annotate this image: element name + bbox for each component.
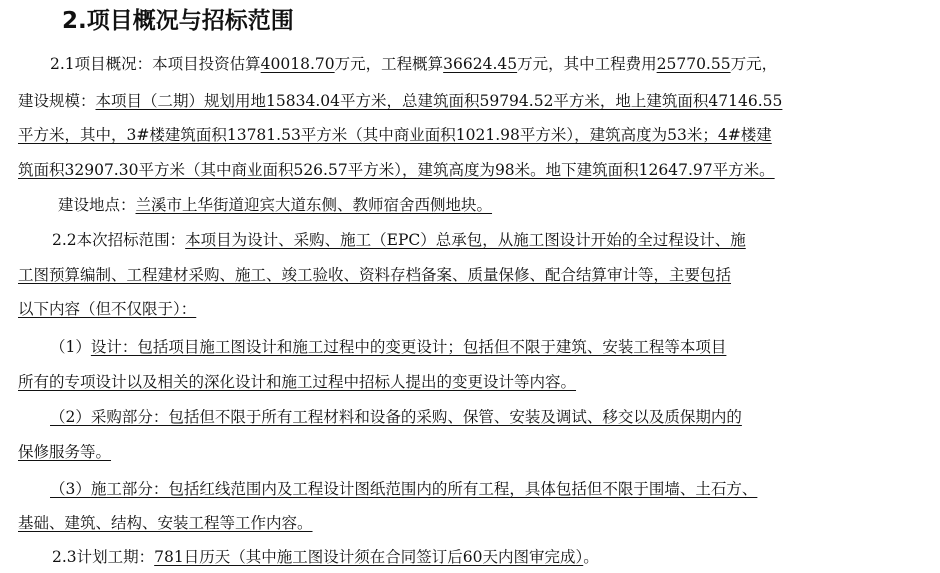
plain-text: 万元，其中工程费用 <box>517 55 657 73</box>
plain-text: （1） <box>50 338 91 356</box>
underlined-text: 本项目为设计、采购、施工（EPC）总承包，从施工图设计开始的全过程设计、施 <box>185 231 746 249</box>
plain-text: 建设地点： <box>58 196 136 214</box>
underlined-text: 设计：包括项目施工图设计和施工过程中的变更设计；包括但不限于建筑、安装工程等本项目 <box>90 338 727 356</box>
underlined-text: 保修服务等。 <box>18 443 112 461</box>
text-line <box>18 371 576 393</box>
text-line <box>18 159 775 181</box>
underlined-text: 平方米，其中，3#楼建筑面积13781.53平方米（其中商业面积1021.98平方米），建筑高度为53米；4#楼建 <box>18 126 772 144</box>
text-line <box>50 478 757 500</box>
underlined-text: 兰溪市上华街道迎宾大道东侧、教师宿舍西侧地块。 <box>135 196 493 214</box>
underlined-text: 25770.55 <box>656 55 731 73</box>
underlined-text: 工图预算编制、工程建材采购、施工、竣工验收、资料存档备案、质量保修、配合结算审计等，主要包括 <box>18 266 732 284</box>
plain-text: 2.2本次招标范围： <box>52 231 186 249</box>
underlined-text: 781日历天（其中施工图设计须在合同签订后60天内图审完成） <box>154 548 584 566</box>
plain-text: 万元，工程概算 <box>334 55 444 73</box>
text-line <box>18 298 196 320</box>
underlined-text: 所有的专项设计以及相关的深化设计和施工过程中招标人提出的变更设计等内容。 <box>18 373 577 391</box>
text-line <box>52 546 599 568</box>
plain-text: 2.1项目概况：本项目投资估算 <box>50 55 261 73</box>
text-line <box>18 90 782 112</box>
underlined-text: 基础、建筑、结构、安装工程等工作内容。 <box>18 514 313 532</box>
plain-text: 建设规模： <box>18 92 96 110</box>
underlined-text: （3）施工部分：包括红线范围内及工程设计图纸范围内的所有工程，具体包括但不限于围墙、土石方、 <box>50 480 758 498</box>
underlined-text: 36624.45 <box>443 55 518 73</box>
text-line <box>58 194 492 216</box>
text-line <box>18 264 731 286</box>
text-line <box>50 53 777 75</box>
plain-text: 万元， <box>730 55 778 73</box>
plain-text: 2.3计划工期： <box>52 548 155 566</box>
section-heading: 2.项目概况与招标范围 <box>62 8 294 34</box>
text-line <box>52 229 746 251</box>
underlined-text: 本项目（二期）规划用地15834.04平方米，总建筑面积59794.52平方米，地上建筑面积47146.55 <box>95 92 783 110</box>
plain-text: 。 <box>583 548 599 566</box>
text-line <box>50 336 726 358</box>
underlined-text: （2）采购部分：包括但不限于所有工程材料和设备的采购、保管、安装及调试、移交以及质保期内的 <box>50 408 742 426</box>
text-line <box>18 124 772 146</box>
text-line <box>18 441 111 463</box>
underlined-text: 以下内容（但不仅限于）： <box>18 300 197 318</box>
underlined-text: 筑面积32907.30平方米（其中商业面积526.57平方米），建筑高度为98米。地下建筑面积12647.97平方米。 <box>18 161 775 179</box>
underlined-text: 40018.70 <box>260 55 335 73</box>
text-line <box>50 406 742 428</box>
text-line <box>18 512 313 534</box>
